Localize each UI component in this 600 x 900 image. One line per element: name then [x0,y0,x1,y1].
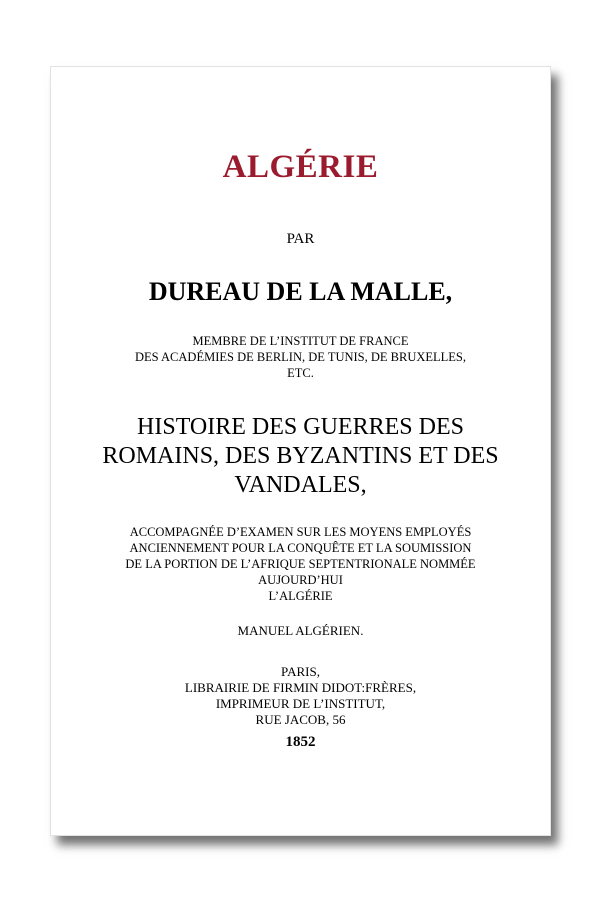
membership-line: ETC. [287,366,314,380]
book-title: ALGÉRIE [222,149,379,185]
subtitle-line: HISTOIRE DES GUERRES DES [137,414,464,440]
description-line: AUJOURD’HUI [258,573,343,587]
publisher-line: LIBRAIRIE DE FIRMIN DIDOT:FRÈRES, [184,680,417,695]
publisher-line: PARIS, [281,664,320,679]
publisher-line: RUE JACOB, 56 [255,712,346,727]
membership-line: DES ACADÉMIES DE BERLIN, DE TUNIS, DE BRUXELLES, [134,350,467,364]
publisher-info [51,664,550,728]
title-page [50,66,551,836]
by-label: PAR [286,231,315,247]
membership-line: MEMBRE DE L’INSTITUT DE FRANCE [192,334,409,348]
author-membership [51,333,550,381]
description-line: L’ALGÉRIE [268,589,333,603]
series-name: MANUEL ALGÉRIEN. [237,623,364,638]
subtitle-line: ROMAINS, DES BYZANTINS ET DES [102,443,499,469]
publisher-line: IMPRIMEUR DE L’INSTITUT, [215,696,386,711]
description-line: ACCOMPAGNÉE D’EXAMEN SUR LES MOYENS EMPLOYÉS [129,525,472,539]
author-name: DUREAU DE LA MALLE, [148,277,453,306]
book-description [51,524,550,604]
book-subtitle [51,413,550,500]
description-line: DE LA PORTION DE L’AFRIQUE SEPTENTRIONALE NOMMÉE [125,557,476,571]
description-line: ANCIENNEMENT POUR LA CONQUÊTE ET LA SOUMISSION [129,541,472,555]
subtitle-line: VANDALES, [234,472,367,498]
publication-year: 1852 [285,734,316,750]
